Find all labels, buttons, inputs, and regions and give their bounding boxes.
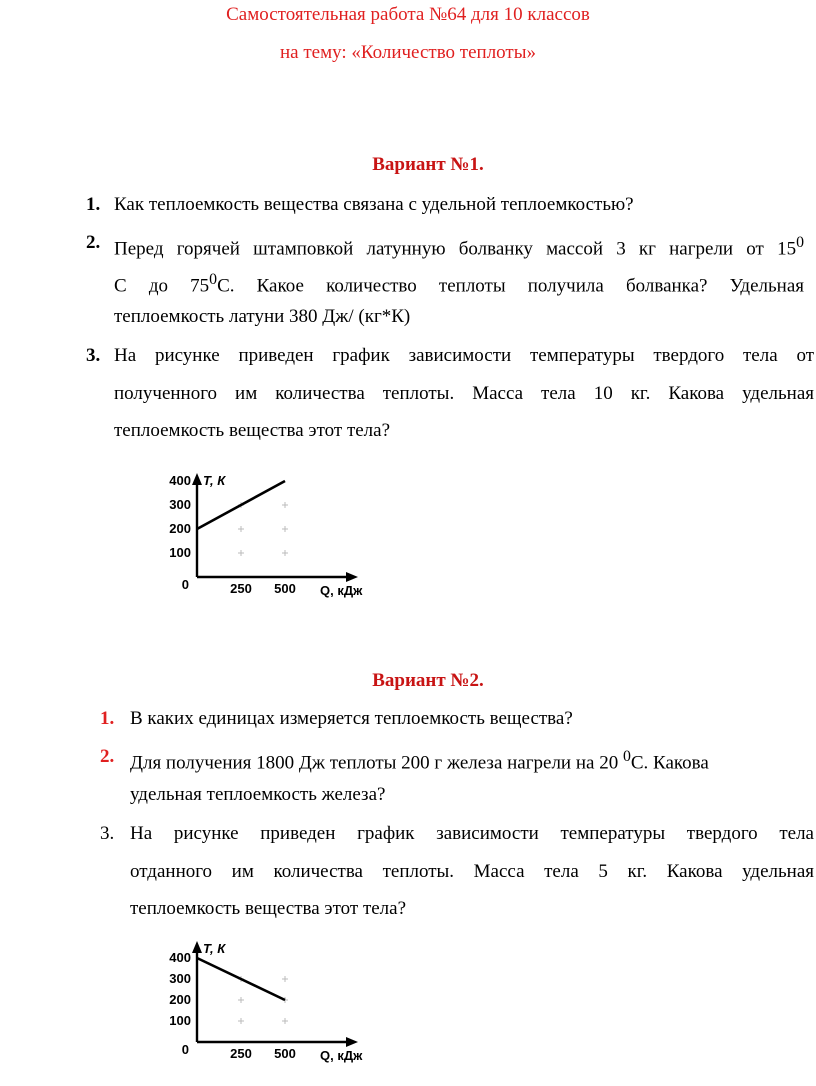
chart-temperature-vs-heat-1 xyxy=(155,465,395,610)
y-tick-label: 100 xyxy=(169,1013,191,1028)
v1-q2-line1: Перед горячей штамповкой латунную болванку массой 3 кг нагрели от $15^0$ xyxy=(114,234,804,260)
v1-q3-line2: полученного им количества теплоты. Масса тела 10 кг. Какова удельная xyxy=(114,383,814,404)
y-tick-label: 300 xyxy=(169,497,191,512)
grid-mark xyxy=(238,526,244,532)
x-tick-label: 250 xyxy=(230,581,252,596)
data-line-2 xyxy=(197,958,285,1000)
y-tick-label: 400 xyxy=(169,950,191,965)
worksheet-title: Самостоятельная работа №64 для 10 классов xyxy=(226,4,590,25)
variant-1-title: Вариант №1. xyxy=(372,154,484,175)
grid-mark xyxy=(238,1018,244,1024)
y-tick-label: 100 xyxy=(169,545,191,560)
x-axis-label: Q, кДж xyxy=(320,583,363,598)
grid-mark xyxy=(282,550,288,556)
origin-label: 0 xyxy=(181,577,189,592)
y-tick-label: 200 xyxy=(169,992,191,1007)
grid-mark xyxy=(282,502,288,508)
x-tick-label: 500 xyxy=(274,1046,296,1061)
v2-q2-line2: удельная теплоемкость железа? xyxy=(130,784,386,805)
y-tick-label: 200 xyxy=(169,521,191,536)
v1-q3-number: 3. xyxy=(86,345,101,366)
v2-q3-line2: отданного им количества теплоты. Масса тела 5 кг. Какова удельная xyxy=(130,861,814,882)
v2-q3-line1: На рисунке приведен график зависимости температуры твердого тела xyxy=(130,823,814,844)
x-axis-label: Q, кДж xyxy=(320,1048,363,1063)
v1-q1-number: 1. xyxy=(86,194,101,215)
y-axis-label: T, К xyxy=(203,473,226,488)
y-axis-label: T, К xyxy=(203,941,226,956)
v1-q2-line3: теплоемкость латуни 380 Дж/ (кг*К) xyxy=(114,306,411,327)
grid-mark xyxy=(282,1018,288,1024)
grid-mark xyxy=(238,550,244,556)
v1-q3-line3: теплоемкость вещества этот тела? xyxy=(114,420,391,441)
v2-q3-number: 3. xyxy=(100,823,115,844)
v2-q2-number: 2. xyxy=(100,746,115,767)
grid-mark xyxy=(238,997,244,1003)
origin-label: 0 xyxy=(181,1042,189,1057)
grid-mark xyxy=(282,976,288,982)
variant-2-title: Вариант №2. xyxy=(372,670,484,691)
v1-q3-line1: На рисунке приведен график зависимости температуры твердого тела от xyxy=(114,345,814,366)
x-tick-label: 250 xyxy=(230,1046,252,1061)
v2-q2-line1: Для получения 1800 Дж теплоты 200 г железа нагрели на 20 $^0$С. Какова xyxy=(130,748,709,774)
v2-q3-line3: теплоемкость вещества этот тела? xyxy=(130,898,407,919)
x-tick-label: 500 xyxy=(274,581,296,596)
v2-q1-number: 1. xyxy=(100,708,115,729)
x-axis-arrow xyxy=(346,572,358,582)
data-line-1 xyxy=(197,481,285,529)
grid-mark xyxy=(282,526,288,532)
v1-q2-number: 2. xyxy=(86,232,101,253)
v1-q1-text: Как теплоемкость вещества связана с удельной теплоемкостью? xyxy=(114,194,634,215)
y-tick-label: 300 xyxy=(169,971,191,986)
x-axis-arrow xyxy=(346,1037,358,1047)
v1-q2-line2: С до $75^0С$. Какое количество теплоты получила болванка? Удельная xyxy=(114,271,805,297)
y-tick-label: 400 xyxy=(169,473,191,488)
worksheet-topic: на тему: «Количество теплоты» xyxy=(279,42,536,63)
y-axis-arrow xyxy=(192,473,202,485)
chart-temperature-vs-heat-2 xyxy=(155,935,395,1075)
v2-q1-text: В каких единицах измеряется теплоемкость вещества? xyxy=(130,708,573,729)
y-axis-arrow xyxy=(192,941,202,953)
